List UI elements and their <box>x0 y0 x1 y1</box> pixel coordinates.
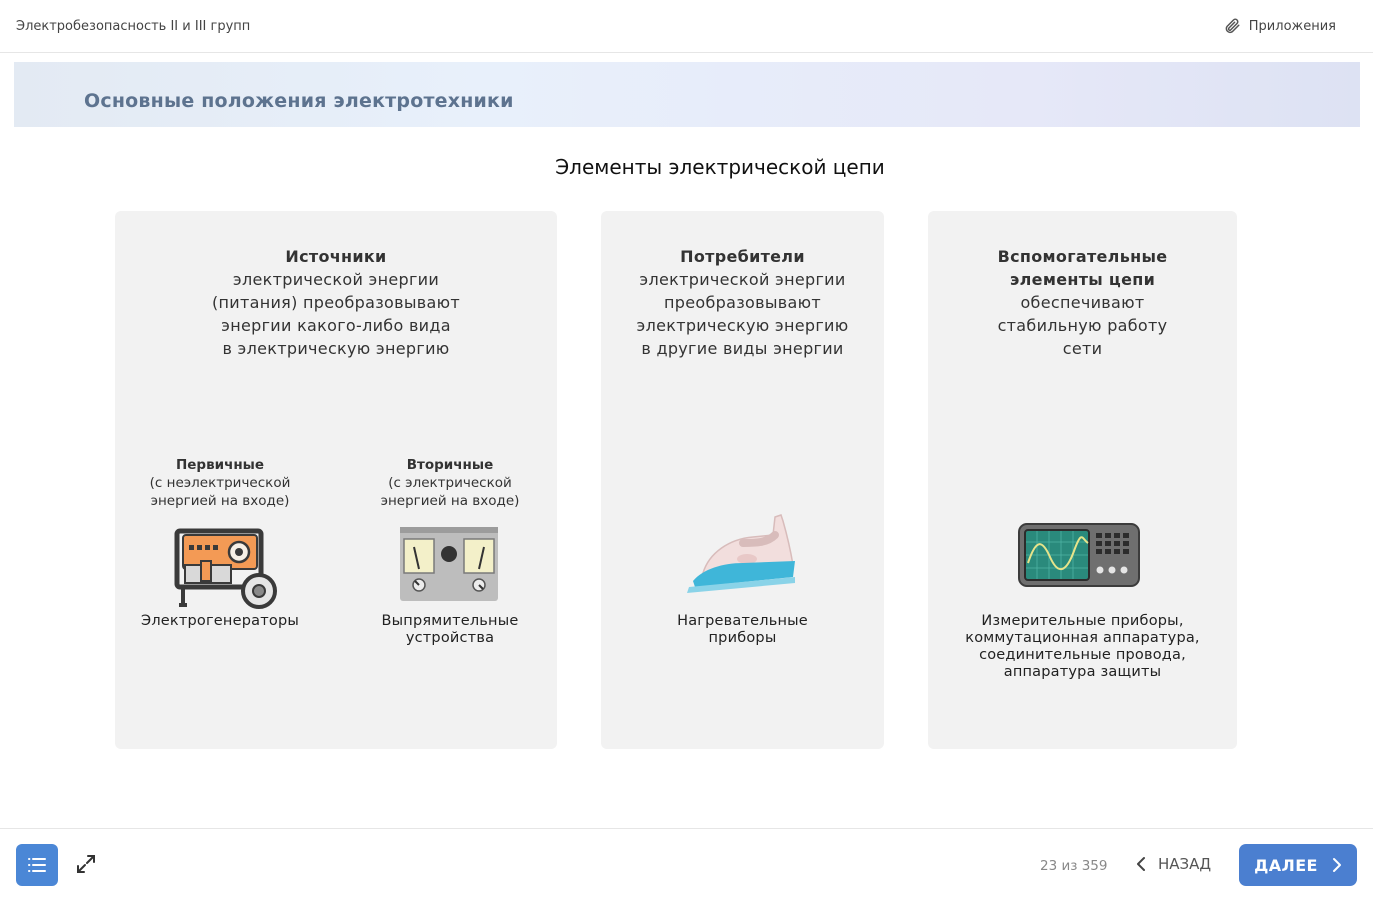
card-consumers-line: преобразовывают <box>664 293 821 312</box>
card-auxiliary-line: обеспечивают <box>1020 293 1145 312</box>
section-banner <box>14 62 1360 127</box>
contents-menu-button[interactable] <box>16 844 58 886</box>
top-bar <box>0 0 1373 53</box>
iron-caption-line: Нагревательные <box>677 613 808 629</box>
card-sources-heading <box>115 245 557 360</box>
card-auxiliary-heading <box>928 245 1237 360</box>
card-consumers-line: электрическую энергию <box>636 316 849 335</box>
card-sources-title: Источники <box>285 247 387 266</box>
primary-sources-block <box>115 456 325 510</box>
rectifier-icon <box>400 527 498 601</box>
card-auxiliary-line: стабильную работу <box>997 316 1168 335</box>
oscilloscope-icon <box>1018 523 1140 587</box>
list-icon <box>28 857 46 873</box>
auxiliary-caption <box>928 613 1237 681</box>
card-consumers-line: в другие виды энергии <box>641 339 844 358</box>
iron-caption <box>601 613 884 647</box>
back-button-label: НАЗАД <box>1158 855 1212 873</box>
course-title: Электробезопасность II и III групп <box>16 19 251 34</box>
auxiliary-caption-line: аппаратура защиты <box>1003 664 1162 680</box>
card-sources-line: энергии какого-либо вида <box>221 316 451 335</box>
footer-bar <box>0 828 1373 899</box>
card-sources-line: электрической энергии <box>232 270 440 289</box>
attachments-label: Приложения <box>1248 18 1336 34</box>
slide-title: Элементы электрической цепи <box>555 155 885 179</box>
rectifier-caption <box>345 613 555 647</box>
secondary-line: энергией на входе) <box>380 493 520 509</box>
slide-counter: 23 из 359 <box>1040 858 1108 874</box>
auxiliary-caption-line: коммутационная аппаратура, <box>965 630 1200 646</box>
card-auxiliary-line: сети <box>1062 339 1103 358</box>
attachments-button[interactable] <box>1223 17 1336 35</box>
next-button-label: ДАЛЕЕ <box>1254 855 1318 875</box>
card-auxiliary-title: элементы цепи <box>1009 270 1156 289</box>
rectifier-caption-line: Выпрямительные <box>381 613 519 629</box>
paperclip-icon <box>1223 17 1241 35</box>
back-button[interactable] <box>1136 855 1211 873</box>
section-title: Основные положения электротехники <box>84 90 514 112</box>
card-consumers-title: Потребители <box>680 247 805 266</box>
secondary-line: (с электрической <box>388 475 512 491</box>
chevron-right-icon <box>1332 857 1342 873</box>
secondary-title: Вторичные <box>406 457 494 473</box>
primary-title: Первичные <box>175 457 265 473</box>
card-sources-line: в электрическую энергию <box>222 339 450 358</box>
rectifier-caption-line: устройства <box>405 630 495 646</box>
iron-icon <box>683 513 799 595</box>
card-auxiliary <box>928 211 1237 749</box>
primary-line: (с неэлектрической <box>149 475 291 491</box>
chevron-left-icon <box>1136 856 1146 872</box>
generator-icon <box>173 525 279 611</box>
card-consumers <box>601 211 884 749</box>
auxiliary-caption-line: соединительные провода, <box>979 647 1186 663</box>
secondary-sources-block <box>345 456 555 510</box>
card-auxiliary-title: Вспомогательные <box>997 247 1168 266</box>
auxiliary-caption-line: Измерительные приборы, <box>981 613 1184 629</box>
card-consumers-line: электрической энергии <box>639 270 846 289</box>
card-sources <box>115 211 557 749</box>
card-sources-line: (питания) преобразовывают <box>212 293 460 312</box>
primary-line: энергией на входе) <box>150 493 290 509</box>
next-button[interactable] <box>1239 844 1357 886</box>
card-consumers-heading <box>601 245 884 360</box>
iron-caption-line: приборы <box>708 630 777 646</box>
generator-caption: Электрогенераторы <box>141 613 299 629</box>
fullscreen-icon[interactable] <box>76 854 96 874</box>
